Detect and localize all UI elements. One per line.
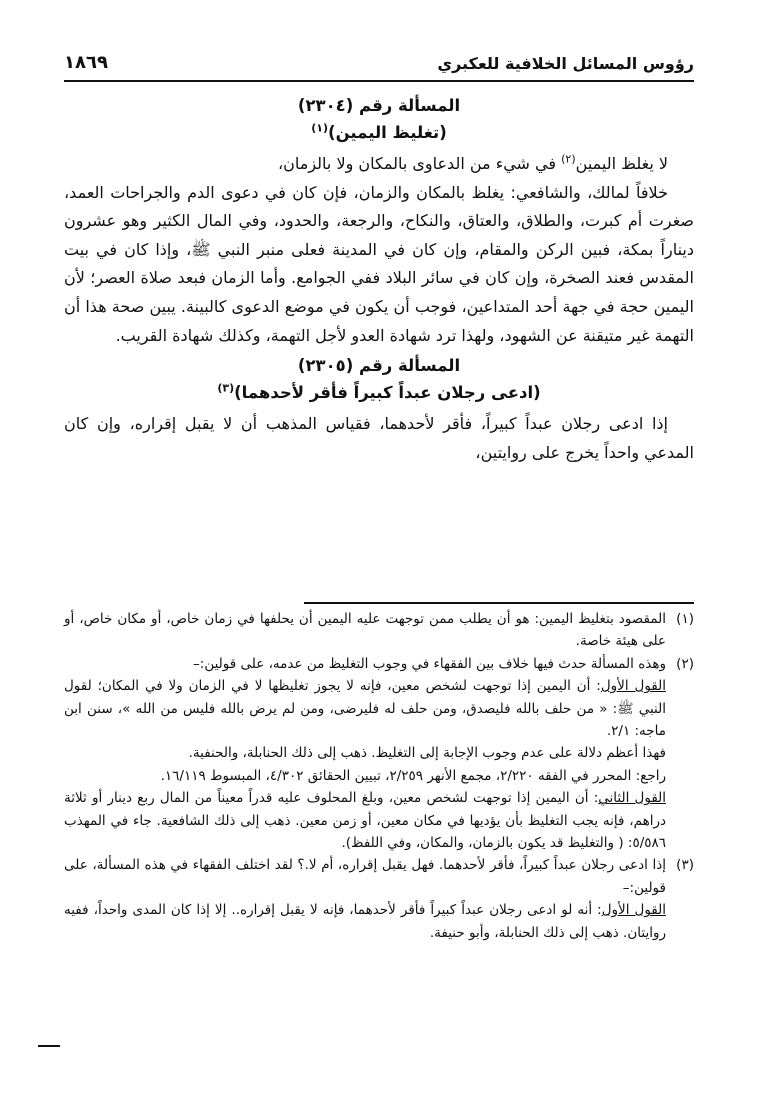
opinion-text: : أن اليمين إذا توجهت لشخص معين، وبلغ المحلوف عليه قدراً معيناً من المال ربع دينار أو ثلاثة دراهم، فإنه يجب التغليظ بأن يؤديها في مكان معين، أو زمن معين. ذهب إلى ذلك الشافعية. جاء في المهذب ٥/٥٨٦: ( والتغليظ قد يكون بالزمان، والمكان، وفي اللفظ). xyxy=(64,790,666,852)
footnotes xyxy=(64,608,694,944)
issue-subtitle xyxy=(64,119,694,146)
footnote-intro: إذا ادعى رجلان عبداً كبيراً، فأقر لأحدهما. فهل يقبل إقراره، أم لا.؟ لقد اختلف الفقهاء في هذه المسألة، على قولين:– xyxy=(64,857,666,896)
opinion-label: القول الأول xyxy=(601,902,666,919)
footnote-ref: (٣) xyxy=(217,381,235,395)
footnote-opinion xyxy=(64,675,666,742)
book-title: رؤوس المسائل الخلافية للعكبري xyxy=(437,54,694,73)
footnote-separator xyxy=(304,602,694,604)
page-number: ١٨٦٩ xyxy=(64,52,108,73)
footnote-opinion xyxy=(64,899,666,944)
issue-title: المسألة رقم (٢٣٠٥) xyxy=(297,356,461,376)
issue-subtitle xyxy=(64,379,694,406)
footnote-intro: وهذه المسألة حدث فيها خلاف بين الفقهاء في وجوب التغليظ من عدمه، على قولين:– xyxy=(193,655,666,672)
statement-end: في شيء من الدعاوى بالمكان ولا بالزمان، xyxy=(277,154,562,173)
footnote-number: (٢) xyxy=(676,655,694,672)
margin-mark xyxy=(38,1045,60,1047)
footnote xyxy=(64,653,694,855)
footnote-text: المقصود بتغليظ اليمين: هو أن يطلب ممن توجهت عليه اليمين أن يحلفها في زمان خاص، أو مكان خاص، أو على هيئة خاصة. xyxy=(64,611,666,650)
footnote-ref: (١) xyxy=(311,121,329,135)
footnote xyxy=(64,854,694,944)
issue-paragraph: إذا ادعى رجلان عبداً كبيراً، فأقر لأحدهما، فقياس المذهب أن لا يقبل إقراره، وإن كان المدعي واحداً يخرج على روايتين، xyxy=(64,414,694,462)
footnote-ref: (٢) xyxy=(561,152,576,166)
issue-title: المسألة رقم (٢٣٠٤) xyxy=(297,96,461,115)
statement-start: لا يغلظ اليمين xyxy=(575,154,668,173)
footnote-opinion xyxy=(64,787,666,854)
footnote xyxy=(64,608,694,653)
footnote-number: (٣) xyxy=(676,857,694,874)
opinion-label: القول الأول xyxy=(600,678,666,695)
main-text xyxy=(64,92,694,467)
issue-statement xyxy=(64,150,694,179)
issue-subtitle-text: (ادعى رجلان عبداً كبيراً فأقر لأحدهما) xyxy=(234,383,541,403)
issue-paragraph: خلافاً لمالك، والشافعي: يغلظ بالمكان والزمان، فإن كان في دعوى الدم والجراحات العمد، صغرت أم كبرت، والطلاق، والعتاق، والنكاح، والرجعة، والحدود، وفي المال الكثير وهو عشرون ديناراً بمكة، فبين الركن والمقام، وإن كان في المدينة فعلى منبر النبي ﷺ، وإذا كان في بيت المقدس فعند الصخرة، وإن كان في سائر البلاد ففي الجوامع. وأما الزمان فبعد صلاة العصر؛ لأن اليمين حجة في جهة أحد المتداعين، فوجب أن يكون في موضع الدعوى كالبينة. يبين صحة هذا أن التهمة غير متيقنة عن الشهود، ولهذا ترد شهادة العدو لأجل التهمة، وكذلك شهادة القريب. xyxy=(64,182,694,345)
opinion-text: : أن اليمين إذا توجهت لشخص معين، فإنه لا يجوز تغليظها لا في الزمان ولا في المكان؛ لقول النبي ﷺ: « من حلف بالله فليصدق، ومن حلف له فليرضى، ومن لم يرض بالله فليس من الله »، سنن ابن ماجه: ٢/١. xyxy=(64,678,666,740)
opinion-label: القول الثاني xyxy=(598,790,667,807)
footnote-conclusion: فهذا أعظم دلالة على عدم وجوب الإجابة إلى التغليظ. ذهب إلى ذلك الحنابلة، والحنفية. xyxy=(188,745,666,762)
opinion-text: : أنه لو ادعى رجلان عبداً كبيراً فأقر لأحدهما، فإنه لا يقبل إقراره.. إلا إذا كان المدى واحداً، ففيه روايتان. ذهب إلى ذلك الحنابلة، وأبو حنيفة. xyxy=(64,902,666,941)
issue-subtitle-text: (تغليظ اليمين) xyxy=(328,123,447,142)
running-header xyxy=(64,50,694,82)
footnote-number: (١) xyxy=(676,611,694,627)
footnote-references: راجع: المحرر في الفقه ٢/٢٢٠، مجمع الأنهر ٢/٢٥٩، تبيين الحقائق ٤/٣٠٢، المبسوط ١٦/١١٩. xyxy=(160,767,666,784)
